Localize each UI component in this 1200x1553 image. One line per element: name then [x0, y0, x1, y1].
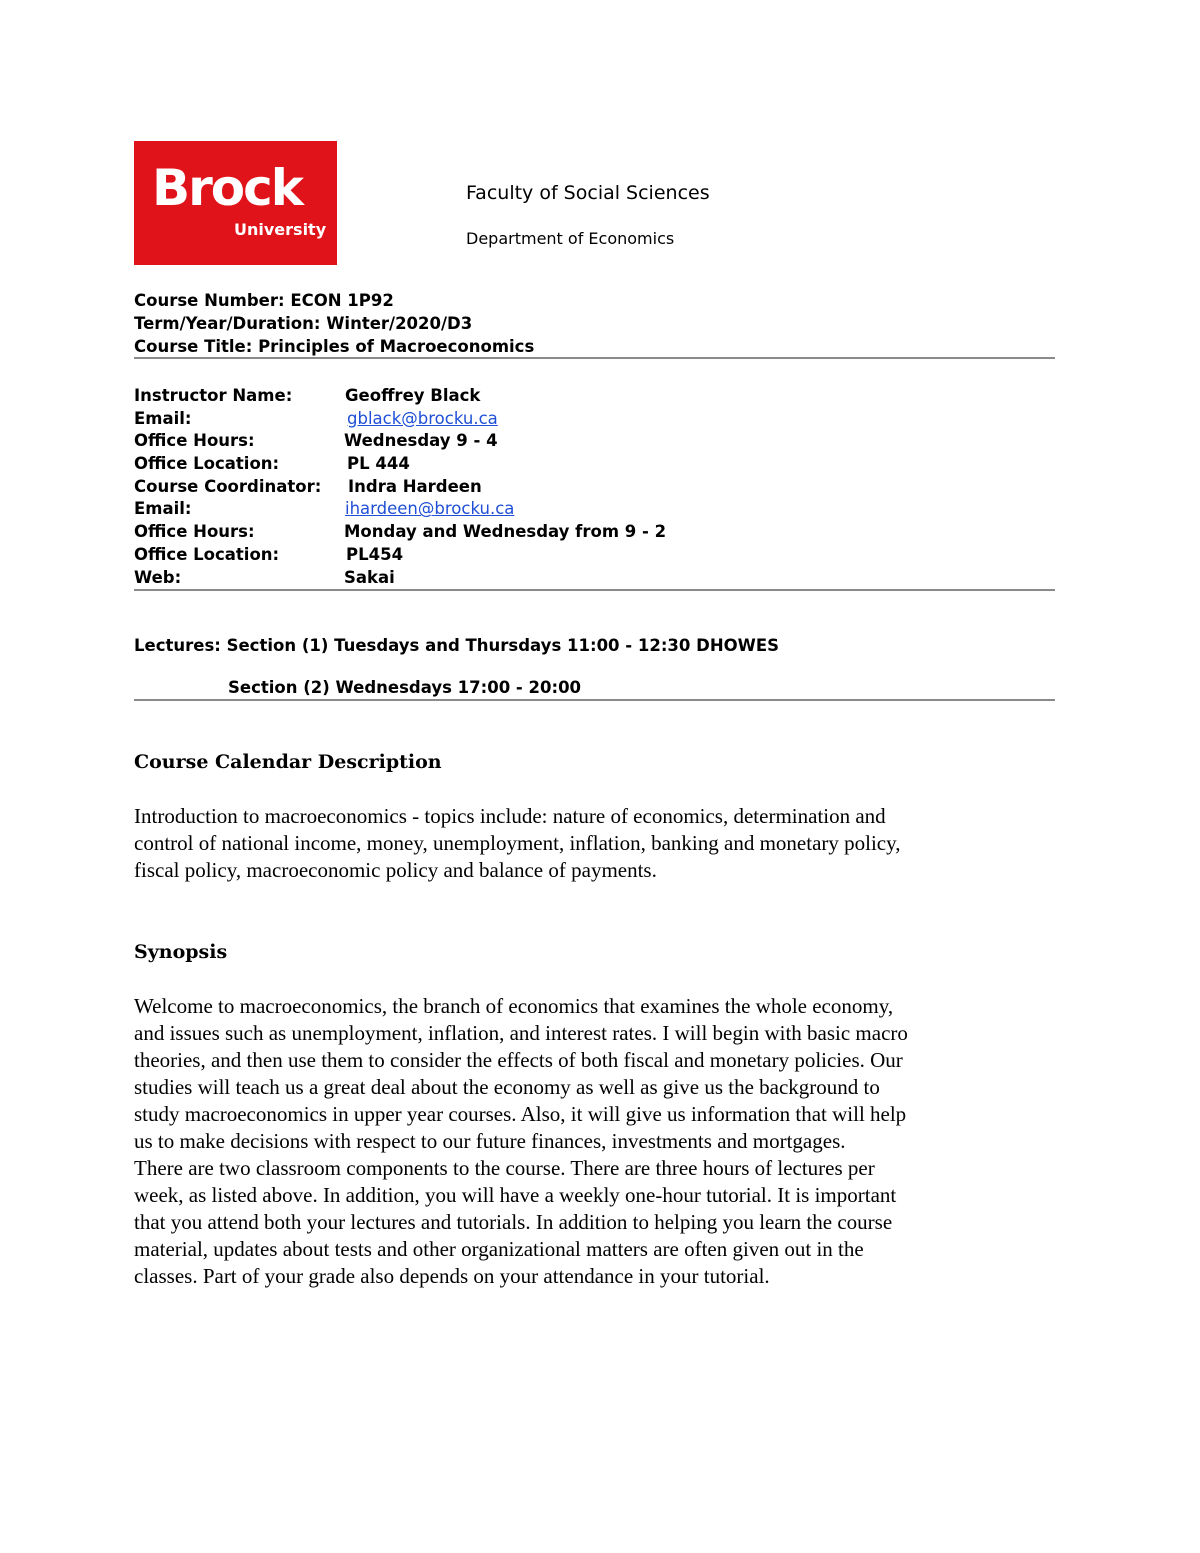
course-number-label: Course Number: [134, 291, 285, 310]
contact-label: Office Location: [134, 544, 280, 564]
paragraph-line: week, as listed above. In addition, you will have a weekly one-hour tutorial. It is important [134, 1183, 897, 1207]
instructor-email-link[interactable]: gblack@brocku.ca [347, 408, 498, 428]
divider [134, 357, 1055, 359]
paragraph-line: Welcome to macroeconomics, the branch of economics that examines the whole economy, [134, 994, 894, 1018]
faculty-name: Faculty of Social Sciences [466, 182, 710, 204]
contact-label: Office Hours: [134, 522, 255, 542]
lecture-section-1: Lectures: Section (1) Tuesdays and Thursdays 11:00 - 12:30 DHOWES [134, 636, 780, 655]
paragraph-line: fiscal policy, macroeconomic policy and balance of payments. [134, 858, 657, 882]
paragraph-line: study macroeconomics in upper year courses. Also, it will give us information that will help [134, 1102, 907, 1126]
paragraph-line: theories, and then use them to consider the effects of both fiscal and monetary policies. Our [134, 1048, 903, 1072]
synopsis-text [134, 993, 1014, 1290]
brock-university-logo [134, 141, 337, 265]
calendar-heading: Course Calendar Description [134, 751, 442, 773]
calendar-description [134, 803, 1014, 884]
contact-label: Course Coordinator: [134, 476, 322, 496]
course-title-row [134, 335, 534, 358]
paragraph-line: and issues such as unemployment, inflation, and interest rates. I will begin with basic macro [134, 1021, 908, 1045]
paragraph-line: classes. Part of your grade also depends on your attendance in your tutorial. [134, 1264, 770, 1288]
coordinator-email-link[interactable]: ihardeen@brocku.ca [345, 499, 515, 519]
course-term-label: Term/Year/Duration: [134, 314, 321, 333]
divider [134, 699, 1055, 701]
paragraph-line: us to make decisions with respect to our future finances, investments and mortgages. [134, 1129, 846, 1153]
contact-label: Email: [134, 408, 192, 428]
contact-label: Office Location: [134, 454, 280, 474]
instructor-office-location: PL 444 [347, 454, 410, 474]
instructor-name: Geoffrey Black [345, 386, 481, 405]
paragraph-line: Introduction to macroeconomics - topics include: nature of economics, determination and [134, 804, 886, 828]
course-term-row [134, 312, 534, 335]
paragraph-line: studies will teach us a great deal about the economy as well as give us the background to [134, 1075, 880, 1099]
coordinator-name: Indra Hardeen [348, 476, 482, 496]
course-number-row [134, 289, 534, 312]
lecture-section-2: Section (2) Wednesdays 17:00 - 20:00 [228, 678, 582, 697]
logo-subtitle: University [234, 220, 327, 239]
contact-label: Office Hours: [134, 431, 255, 451]
course-term-value: Winter/2020/D3 [326, 314, 473, 333]
paragraph-line: There are two classroom components to the course. There are three hours of lectures per [134, 1156, 875, 1180]
course-title-label: Course Title: [134, 337, 253, 356]
contact-label: Instructor Name: [134, 386, 293, 405]
contact-label: Web: [134, 567, 182, 587]
course-number-value: ECON 1P92 [290, 291, 394, 310]
course-info [134, 289, 534, 358]
web-platform: Sakai [344, 567, 395, 587]
instructor-office-hours: Wednesday 9 - 4 [344, 431, 498, 451]
coordinator-office-hours: Monday and Wednesday from 9 - 2 [344, 522, 667, 542]
paragraph-line: control of national income, money, unemployment, inflation, banking and monetary policy, [134, 831, 901, 855]
coordinator-office-location: PL454 [346, 544, 404, 564]
department-name: Department of Economics [466, 229, 675, 248]
synopsis-heading: Synopsis [134, 941, 228, 963]
logo-wordmark: Brock [152, 159, 303, 217]
contact-label: Email: [134, 499, 192, 519]
divider [134, 589, 1055, 591]
paragraph-line: material, updates about tests and other organizational matters are often given out in the [134, 1237, 864, 1261]
paragraph-line: that you attend both your lectures and tutorials. In addition to helping you learn the course [134, 1210, 893, 1234]
course-title-value: Principles of Macroeconomics [258, 337, 535, 356]
